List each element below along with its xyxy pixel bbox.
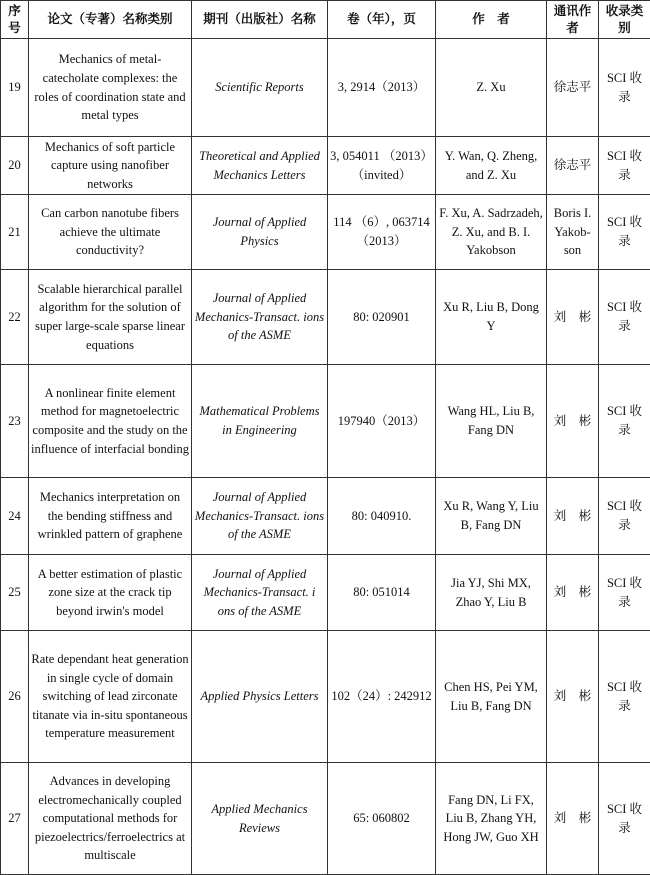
cell-authors: Xu R, Liu B, Dong Y [436, 270, 547, 365]
cell-title: A nonlinear finite element method for magnetoelectric composite and the study on the influence of interfacial bonding [29, 365, 192, 478]
cell-journal: Scientific Reports [192, 39, 328, 137]
cell-seq: 23 [1, 365, 29, 478]
cell-authors: Z. Xu [436, 39, 547, 137]
cell-title: A better estimation of plastic zone size at the crack tip beyond irwin's model [29, 555, 192, 631]
cell-journal: Applied Physics Letters [192, 631, 328, 763]
cell-corresponding: Boris I. Yakob-son [547, 195, 599, 270]
cell-title: Mechanics of metal-catecholate complexes: the roles of coordination state and metal types [29, 39, 192, 137]
cell-index: SCI 收录 [599, 555, 650, 631]
cell-index: SCI 收录 [599, 763, 650, 875]
cell-corresponding: 刘 彬 [547, 763, 599, 875]
cell-journal: Applied Mechanics Reviews [192, 763, 328, 875]
cell-authors: Fang DN, Li FX, Liu B, Zhang YH, Hong JW, Guo XH [436, 763, 547, 875]
cell-index: SCI 收录 [599, 365, 650, 478]
cell-authors: Chen HS, Pei YM, Liu B, Fang DN [436, 631, 547, 763]
cell-volume: 80: 020901 [328, 270, 436, 365]
table-row [1, 763, 650, 875]
cell-index: SCI 收录 [599, 631, 650, 763]
cell-journal: Journal of Applied Mechanics-Transact. ions of the ASME [192, 478, 328, 555]
cell-corresponding: 徐志平 [547, 137, 599, 195]
header-index: 收录类别 [599, 1, 650, 39]
cell-corresponding: 刘 彬 [547, 478, 599, 555]
cell-corresponding: 徐志平 [547, 39, 599, 137]
cell-volume: 3, 054011 （2013） （invited） [328, 137, 436, 195]
cell-corresponding: 刘 彬 [547, 555, 599, 631]
cell-volume: 80: 051014 [328, 555, 436, 631]
cell-title: Can carbon nanotube fibers achieve the ultimate conductivity? [29, 195, 192, 270]
cell-index: SCI 收录 [599, 39, 650, 137]
cell-journal: Journal of Applied Mechanics-Transact. ions of the ASME [192, 270, 328, 365]
cell-volume: 3, 2914（2013） [328, 39, 436, 137]
cell-volume: 80: 040910. [328, 478, 436, 555]
cell-journal: Theoretical and Applied Mechanics Letters [192, 137, 328, 195]
cell-authors: F. Xu, A. Sadrzadeh, Z. Xu, and B. I. Yakobson [436, 195, 547, 270]
cell-seq: 19 [1, 39, 29, 137]
cell-index: SCI 收录 [599, 137, 650, 195]
table-row [1, 478, 650, 555]
cell-authors: Wang HL, Liu B, Fang DN [436, 365, 547, 478]
cell-title: Mechanics interpretation on the bending stiffness and wrinkled pattern of graphene [29, 478, 192, 555]
cell-authors: Jia YJ, Shi MX, Zhao Y, Liu B [436, 555, 547, 631]
table-row [1, 270, 650, 365]
table-row [1, 555, 650, 631]
cell-journal: Journal of Applied Physics [192, 195, 328, 270]
cell-index: SCI 收录 [599, 478, 650, 555]
cell-index: SCI 收录 [599, 195, 650, 270]
cell-seq: 26 [1, 631, 29, 763]
cell-title: Mechanics of soft particle capture using nanofiber networks [29, 137, 192, 195]
header-corresponding: 通讯作者 [547, 1, 599, 39]
cell-volume: 102（24）: 242912 [328, 631, 436, 763]
cell-volume: 65: 060802 [328, 763, 436, 875]
header-seq: 序号 [1, 1, 29, 39]
cell-authors: Y. Wan, Q. Zheng, and Z. Xu [436, 137, 547, 195]
cell-seq: 22 [1, 270, 29, 365]
header-authors: 作 者 [436, 1, 547, 39]
cell-title: Rate dependant heat generation in single cycle of domain switching of lead zirconate titanate via in-situ spontaneous temperature measurement [29, 631, 192, 763]
cell-seq: 24 [1, 478, 29, 555]
cell-authors: Xu R, Wang Y, Liu B, Fang DN [436, 478, 547, 555]
table-row [1, 39, 650, 137]
table-row [1, 631, 650, 763]
cell-journal: Journal of Applied Mechanics-Transact. i ons of the ASME [192, 555, 328, 631]
cell-corresponding: 刘 彬 [547, 270, 599, 365]
table-header [1, 1, 650, 39]
header-title: 论文（专著）名称类别 [29, 1, 192, 39]
table-row [1, 137, 650, 195]
cell-corresponding: 刘 彬 [547, 631, 599, 763]
table-row [1, 365, 650, 478]
table-body [1, 39, 650, 875]
header-journal: 期刊（出版社）名称 [192, 1, 328, 39]
cell-seq: 27 [1, 763, 29, 875]
cell-index: SCI 收录 [599, 270, 650, 365]
cell-journal: Mathematical Problems in Engineering [192, 365, 328, 478]
cell-seq: 20 [1, 137, 29, 195]
cell-title: Advances in developing electromechanically coupled computational methods for piezoelectrics/ferroelectrics at multiscale [29, 763, 192, 875]
cell-seq: 21 [1, 195, 29, 270]
table-row [1, 195, 650, 270]
cell-volume: 197940（2013） [328, 365, 436, 478]
header-volume: 卷（年），页 [328, 1, 436, 39]
cell-volume: 114 （6）, 063714（2013） [328, 195, 436, 270]
cell-seq: 25 [1, 555, 29, 631]
cell-title: Scalable hierarchical parallel algorithm for the solution of super large-scale sparse linear equations [29, 270, 192, 365]
cell-corresponding: 刘 彬 [547, 365, 599, 478]
